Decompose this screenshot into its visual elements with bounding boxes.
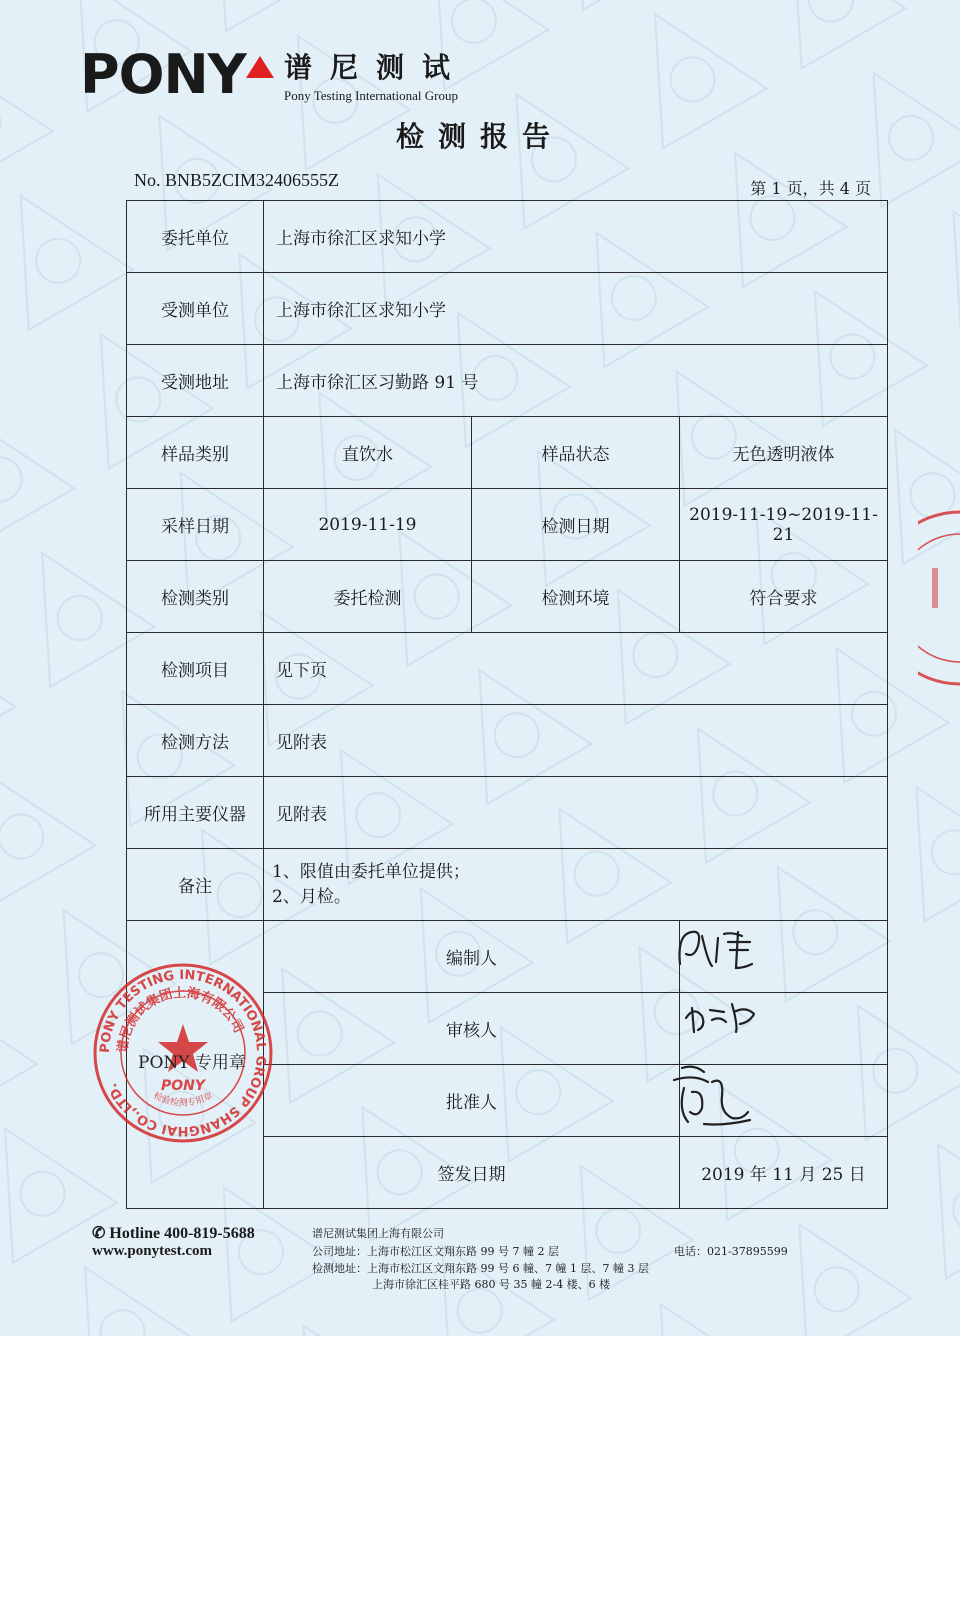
logo-triangle-icon	[246, 56, 274, 78]
stamp-bottom-text: 检验检测专用章	[151, 1091, 215, 1109]
sample-state-value: 无色透明液体	[680, 417, 888, 489]
sampling-date-value: 2019-11-19	[264, 489, 472, 561]
table-row	[127, 561, 888, 633]
table-row	[127, 417, 888, 489]
test-category-value: 委托检测	[264, 561, 472, 633]
issue-date-label: 签发日期	[264, 1137, 680, 1209]
sample-state-label: 样品状态	[472, 417, 680, 489]
table-row	[127, 489, 888, 561]
test-items-value: 见下页	[264, 633, 888, 705]
table-row	[127, 201, 888, 273]
footer-company: 谱尼测试集团上海有限公司	[312, 1227, 444, 1240]
note-line-1: 1、限值由委托单位提供；	[272, 861, 470, 882]
document-title: 检测报告	[395, 120, 564, 153]
instruments-value: 见附表	[264, 777, 888, 849]
cross-page-seal	[918, 508, 960, 688]
approver-signature	[664, 1062, 754, 1130]
test-environment-value: 符合要求	[680, 561, 888, 633]
test-date-value: 2019-11-19~2019-11-21	[680, 489, 888, 561]
footer-phone: 电话：021-37895599	[674, 1245, 788, 1258]
footer-lab-address-2: 上海市徐汇区桂平路 680 号 35 幢 2-4 楼、6 楼	[372, 1278, 611, 1291]
table-row	[127, 849, 888, 921]
test-items-label: 检测项目	[127, 633, 264, 705]
note-line-2: 2、月检。	[272, 886, 351, 907]
table-row	[127, 273, 888, 345]
page-info: 第 1 页，共 4 页	[750, 179, 871, 198]
notes-value	[264, 849, 888, 921]
client-label: 委托单位	[127, 201, 264, 273]
footer-lab-address-1: 检测地址：上海市松江区文翔东路 99 号 6 幢、7 幢 1 层、7 幢 3 层	[312, 1262, 649, 1275]
tested-unit-label: 受测单位	[127, 273, 264, 345]
test-environment-label: 检测环境	[472, 561, 680, 633]
approver-label: 批准人	[264, 1065, 680, 1137]
test-date-label: 检测日期	[472, 489, 680, 561]
issue-date-value: 2019 年 11 月 25 日	[680, 1137, 888, 1209]
client-value: 上海市徐汇区求知小学	[264, 201, 888, 273]
reviewer-label: 审核人	[264, 993, 680, 1065]
table-row	[127, 705, 888, 777]
address-label: 受测地址	[127, 345, 264, 417]
report-number: No. BNB5ZCIM32406555Z	[134, 170, 340, 190]
table-row	[127, 633, 888, 705]
pony-logo: PONY	[80, 43, 246, 106]
stamp-center-logo: PONY	[160, 1078, 206, 1094]
compiler-label: 编制人	[264, 921, 680, 993]
table-row	[127, 777, 888, 849]
notes-label: 备注	[127, 849, 264, 921]
footer-website[interactable]: www.ponytest.com	[92, 1243, 212, 1259]
stamp-label: PONY 专用章	[138, 1053, 246, 1073]
stamp-inner-text: 谱尼测试集团上海有限公司	[115, 985, 246, 1054]
address-value: 上海市徐汇区习勤路 91 号	[264, 345, 888, 417]
test-method-value: 见附表	[264, 705, 888, 777]
sample-type-label: 样品类别	[127, 417, 264, 489]
footer-office-address: 公司地址：上海市松江区文翔东路 99 号 7 幢 2 层	[312, 1245, 559, 1258]
compiler-signature	[672, 924, 772, 974]
test-category-label: 检测类别	[127, 561, 264, 633]
table-row	[127, 345, 888, 417]
footer-hotline: ✆ Hotline 400-819-5688	[92, 1225, 255, 1242]
test-method-label: 检测方法	[127, 705, 264, 777]
instruments-label: 所用主要仪器	[127, 777, 264, 849]
stamp-ring-text: PONY TESTING INTERNATIONAL GROUP SHANGHAI CO.,LTD.	[97, 967, 269, 1139]
brand-name-cn: 谱尼测试	[284, 51, 469, 84]
brand-name-en: Pony Testing International Group	[284, 88, 458, 103]
tested-unit-value: 上海市徐汇区求知小学	[264, 273, 888, 345]
sampling-date-label: 采样日期	[127, 489, 264, 561]
sample-type-value: 直饮水	[264, 417, 472, 489]
reviewer-signature	[680, 996, 760, 1036]
